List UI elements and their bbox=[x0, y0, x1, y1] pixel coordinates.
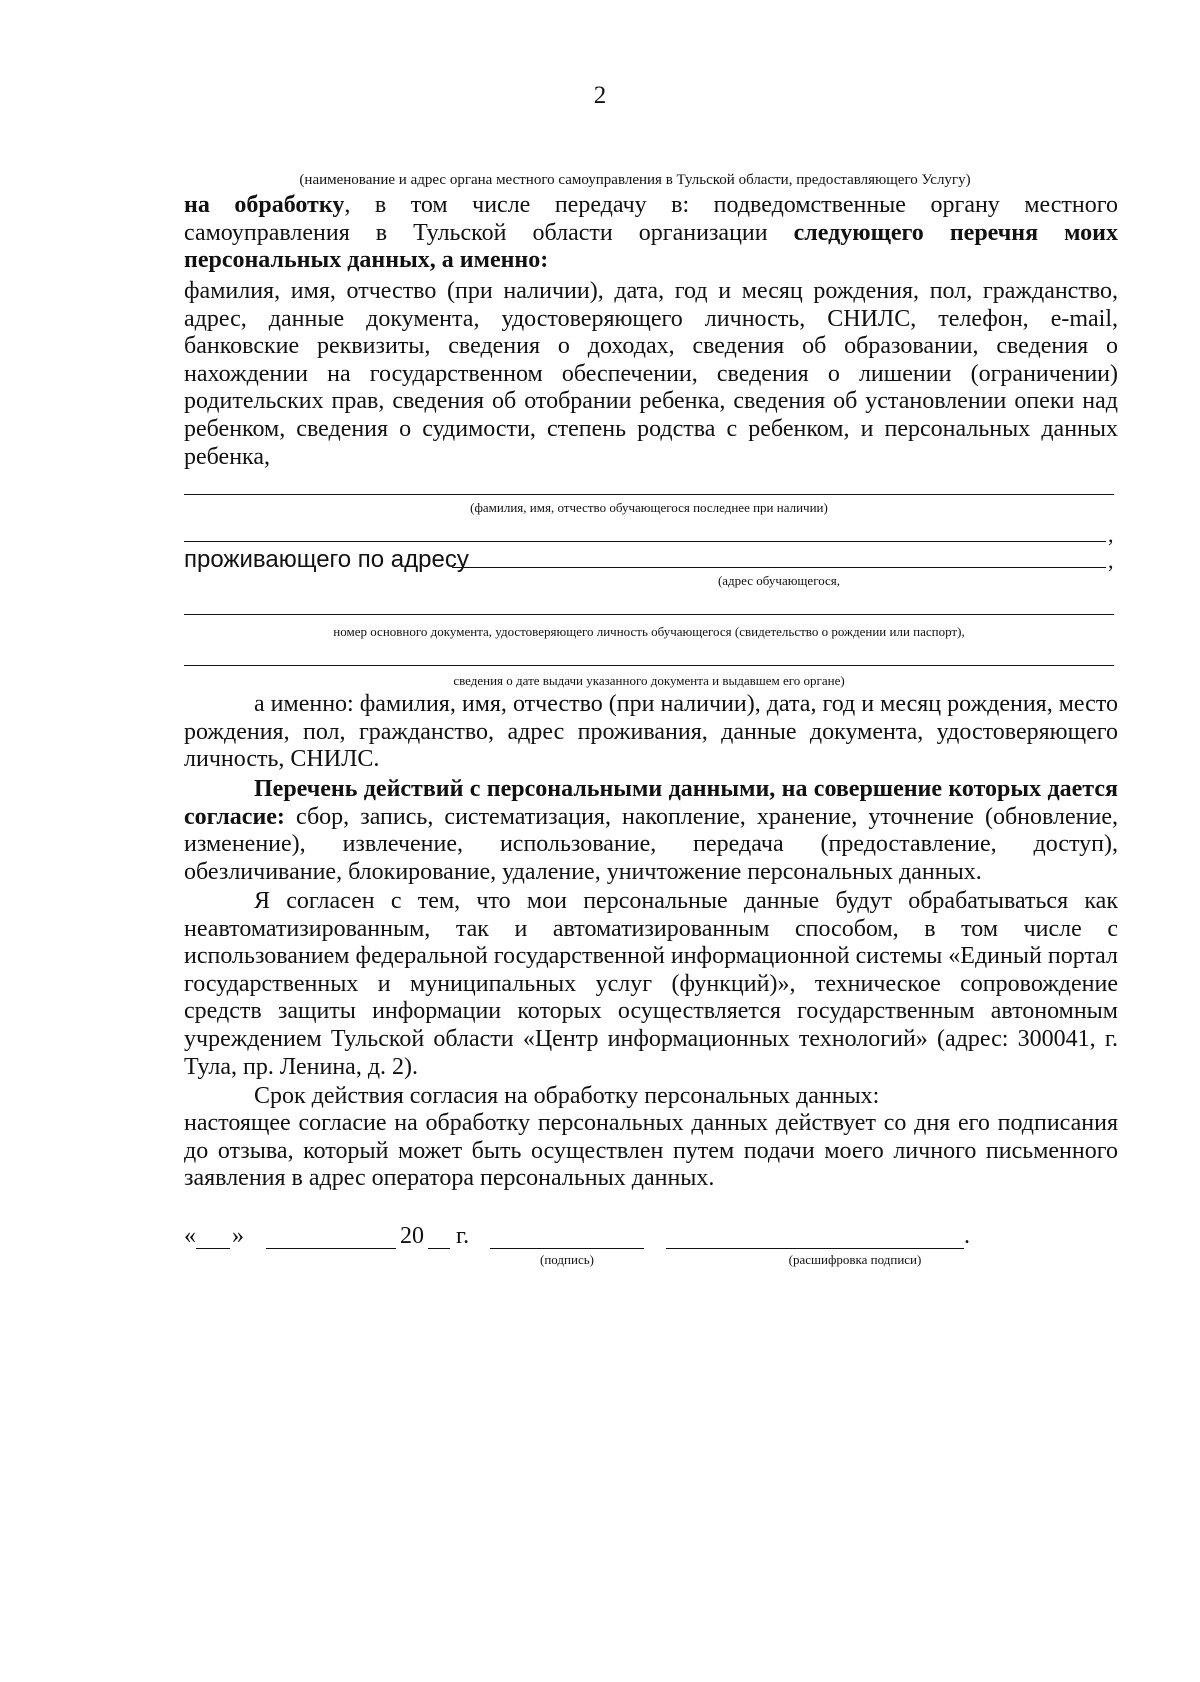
actions-paragraph bbox=[184, 776, 1118, 886]
date-open-quote: « bbox=[184, 1223, 196, 1249]
document-issue-line[interactable] bbox=[184, 665, 1114, 666]
year-suffix: г. bbox=[456, 1223, 470, 1249]
comma: , bbox=[1108, 522, 1114, 547]
term-text: настоящее согласие на обработку персональных данных действует со дня его подписания до отзыва, который может быть осуществлен путем подачи моего личного письменного заявления в адрес оператора персональных данных. bbox=[184, 1110, 1118, 1192]
final-period: . bbox=[964, 1223, 970, 1249]
document-line[interactable] bbox=[184, 614, 1114, 615]
month-field[interactable] bbox=[266, 1248, 396, 1249]
consent-intro-text: , в том числе передачу в: подведомственные органу местного самоуправления в Тульской области организации bbox=[184, 192, 1118, 246]
agreement-paragraph: Я согласен с тем, что мои персональные данные будут обрабатываться как неавтоматизированным, так и автоматизированным способом, в том числе с использованием федеральной государственной информационной системы «Единый портал государственных и муниципальных услуг (функций)», техническое сопровождение средств защиты информации которых осуществляется государственным автономным учреждением Тульской области «Центр информационных технологий» (адрес: 300041, г. Тула, пр. Ленина, д. 2). bbox=[184, 888, 1118, 1080]
comma: , bbox=[1108, 548, 1114, 573]
consent-intro-bold-list: следующего перечня моих персональных данных, а именно: bbox=[184, 219, 1118, 274]
signature-field[interactable] bbox=[490, 1248, 644, 1249]
actions-text: сбор, запись, систематизация, накопление, хранение, уточнение (обновление, изменение), извлечение, использование, передача (предоставление, доступ), обезличивание, блокирование, удаление, уничтожение персональных данных. bbox=[184, 803, 1118, 885]
student-name-line[interactable] bbox=[184, 494, 1114, 495]
document-issue-caption: сведения о дате выдачи указанного документа и выдавшем его органе) bbox=[453, 673, 845, 688]
student-name-line-2[interactable] bbox=[184, 541, 1106, 542]
date-close-quote: » bbox=[232, 1223, 244, 1249]
address-caption: (адрес обучающегося, bbox=[717, 573, 841, 588]
address-line[interactable] bbox=[452, 567, 1106, 568]
consent-intro-bold: на обработку bbox=[184, 192, 345, 218]
signature-decode-caption: (расшифровка подписи) bbox=[788, 1252, 922, 1267]
student-name-caption: (фамилия, имя, отчество обучающегося последнее при наличии) bbox=[470, 500, 828, 515]
document-caption: номер основного документа, удостоверяющего личность обучающегося (свидетельство о рождении или паспорт), bbox=[333, 624, 965, 639]
actions-bold: Перечень действий с персональными данными, на совершение которых дается согласие: bbox=[184, 776, 1118, 830]
personal-data-list: фамилия, имя, отчество (при наличии), дата, год и месяц рождения, пол, гражданство, адрес, данные документа, удостоверяющего личность, СНИЛС, телефон, e-mail, банковские реквизиты, сведения о доходах, сведения об образовании, сведения о нахождении на государственном обеспечении, сведения о лишении (ограничении) родительских прав, сведения об отобрании ребенка, сведения об установлении опеки над ребенком, сведения о судимости, степень родства с ребенком, и персональных данных ребенка, bbox=[184, 278, 1118, 470]
child-data: а именно: фамилия, имя, отчество (при наличии), дата, год и месяц рождения, место рождения, пол, гражданство, адрес проживания, данные документа, удостоверяющего личность, СНИЛС. bbox=[184, 691, 1118, 773]
residing-label: проживающего по адресу bbox=[184, 546, 469, 573]
signature-caption: (подпись) bbox=[540, 1252, 594, 1267]
day-field[interactable] bbox=[196, 1248, 230, 1249]
signature-decode-field[interactable] bbox=[666, 1248, 964, 1249]
consent-intro bbox=[184, 192, 1118, 275]
year-field[interactable] bbox=[428, 1248, 450, 1249]
organ-caption: (наименование и адрес органа местного самоуправления в Тульской области, предоставляющего Услугу) bbox=[299, 172, 971, 188]
year-prefix: 20 bbox=[400, 1223, 424, 1249]
term-heading: Срок действия согласия на обработку персональных данных: bbox=[254, 1083, 880, 1109]
page-number: 2 bbox=[593, 82, 607, 109]
